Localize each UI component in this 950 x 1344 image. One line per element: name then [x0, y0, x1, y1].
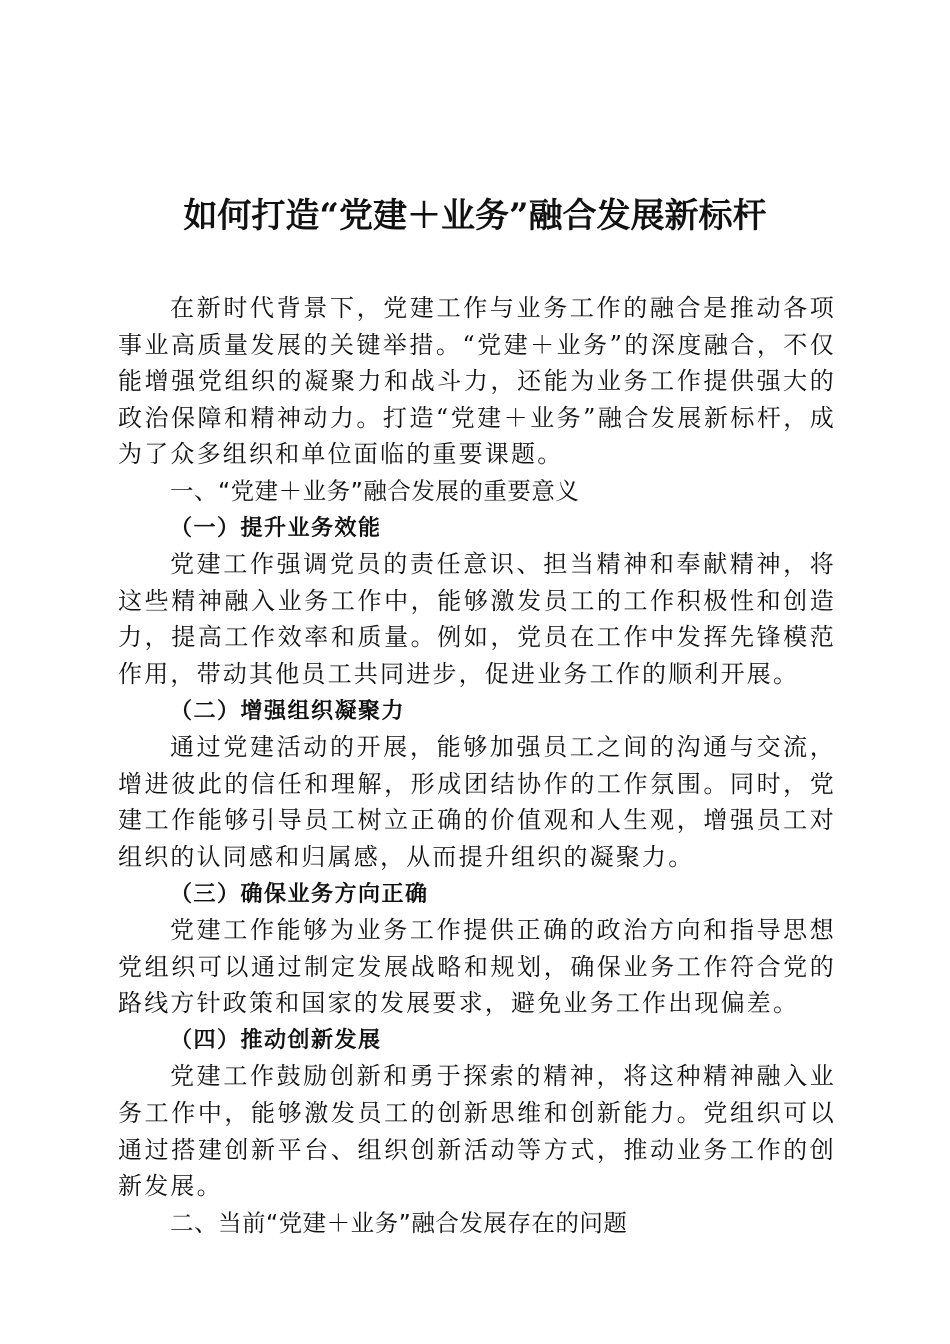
- subsection-1-heading: （一）提升业务效能: [170, 514, 382, 541]
- subsection-4-heading: （四）推动创新发展: [170, 1026, 382, 1053]
- document-body: [118, 290, 836, 1241]
- section-1-heading: 一、“党建＋业务”融合发展的重要意义: [170, 476, 580, 505]
- subsection-4-paragraph: 党建工作鼓励创新和勇于探索的精神，将这种精神融入业务工作中，能够激发员工的创新思维和创新能力。党组织可以通过搭建创新平台、组织创新活动等方式，推动业务工作的创新发展。: [118, 1062, 836, 1201]
- section-2-heading: 二、当前“党建＋业务”融合发展存在的问题: [170, 1208, 628, 1237]
- subsection-3-paragraph: 党建工作能够为业务工作提供正确的政治方向和指导思想党组织可以通过制定发展战略和规划，确保业务工作符合党的路线方针政策和国家的发展要求，避免业务工作出现偏差。: [118, 916, 836, 1018]
- subsection-1-paragraph: 党建工作强调党员的责任意识、担当精神和奉献精神，将这些精神融入业务工作中，能够激发员工的工作积极性和创造力，提高工作效率和质量。例如，党员在工作中发挥先锋模范作用，带动其他员工共同进步，促进业务工作的顺利开展。: [118, 550, 836, 688]
- subsection-2-paragraph: 通过党建活动的开展，能够加强员工之间的沟通与交流，增进彼此的信任和理解，形成团结协作的工作氛围。同时，党建工作能够引导员工树立正确的价值观和人生观，增强员工对组织的认同感和归属感，从而提升组织的凝聚力。: [118, 733, 836, 871]
- subsection-2-heading: （二）增强组织凝聚力: [170, 697, 406, 724]
- intro-paragraph: 在新时代背景下，党建工作与业务工作的融合是推动各项事业高质量发展的关键举措。“党建＋业务”的深度融合，不仅能增强党组织的凝聚力和战斗力，还能为业务工作提供强大的政治保障和精神动力。打造“党建＋业务”融合发展新标杆，成为了众多组织和单位面临的重要课题。: [118, 294, 836, 469]
- subsection-3-heading: （三）确保业务方向正确: [170, 880, 429, 907]
- document-title: 如何打造“党建＋业务”融合发展新标杆: [183, 196, 767, 236]
